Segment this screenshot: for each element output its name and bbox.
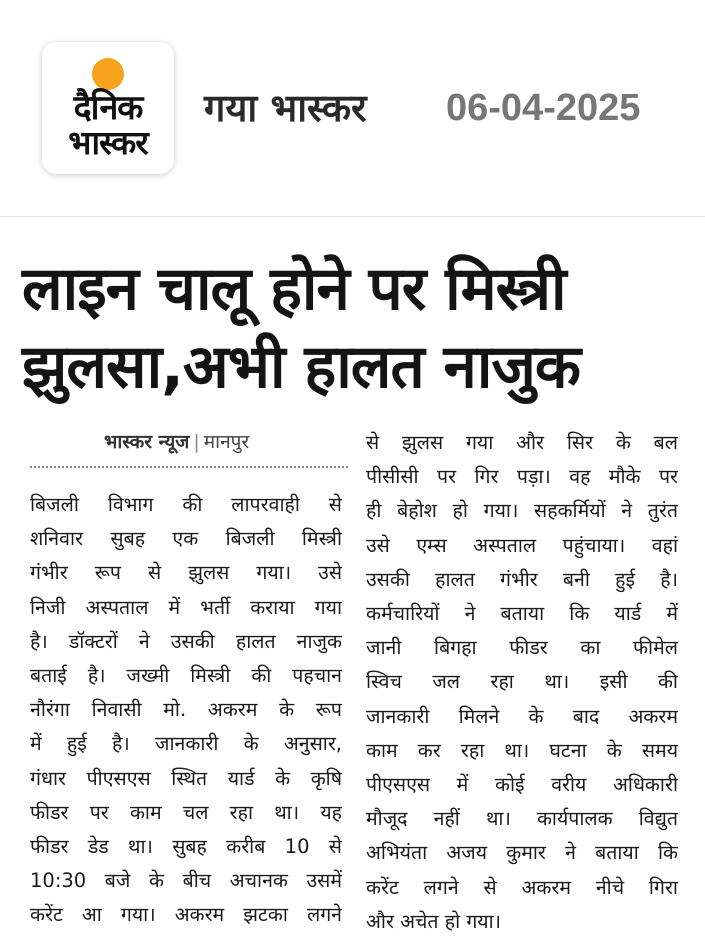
edition-date: 06-04-2025 xyxy=(446,87,641,129)
text-line: 10:30 बजे के बीच अचानक उसमें xyxy=(30,869,342,893)
text-line: बताई है। जख्मी मिस्त्री की पहचान xyxy=(30,664,342,688)
text-line: से झुलस गया और सिर के बल xyxy=(366,431,678,454)
text-line: और अचेत हो गया। xyxy=(366,909,502,933)
text-line: बिजली विभाग की लापरवाही से xyxy=(30,493,342,516)
text-line: मौजूद नहीं था। कार्यपालक विद्युत xyxy=(366,807,678,831)
text-line: में हुई है। जानकारी के अनुसार, xyxy=(30,732,342,756)
text-line: नौरंगा निवासी मो. अकरम के रूप xyxy=(30,698,342,722)
text-line: पीसीसी पर गिर पड़ा। वह मौके पर xyxy=(366,465,678,489)
article-headline xyxy=(22,250,682,406)
headline-line: झुलसा,अभी हालत नाजुक xyxy=(22,332,580,402)
text-line: उसकी हालत गंभीर बनी हुई है। xyxy=(366,567,678,591)
text-line: है। डॉक्टरों ने उसकी हालत नाजुक xyxy=(30,629,342,653)
text-line: करेंट लगने से अकरम नीचे गिरा xyxy=(366,875,678,899)
text-line: स्विच जल रहा था। इसी की xyxy=(366,670,678,694)
text-line: जानी बिगहा फीडर का फीमेल xyxy=(366,636,678,660)
byline xyxy=(104,428,249,456)
text-line: शनिवार सुबह एक बिजली मिस्त्री xyxy=(30,527,342,551)
text-line: गंभीर रूप से झुलस गया। उसे xyxy=(30,561,342,585)
page-header xyxy=(0,0,705,217)
article-column-left xyxy=(30,488,342,933)
sun-icon xyxy=(92,58,124,90)
text-line: गंधार पीएसएस स्थित यार्ड के कृषि xyxy=(30,766,342,790)
text-line: कर्मचारियों ने बताया कि यार्ड में xyxy=(366,602,678,626)
headline-line: लाइन चालू होने पर मिस्त्री xyxy=(22,254,566,324)
logo-text-dainik: दैनिक xyxy=(73,88,143,128)
text-line: जानकारी मिलने के बाद अकरम xyxy=(366,704,678,728)
dotted-divider xyxy=(30,466,348,468)
text-line: ही बेहोश हो गया। सहकर्मियों ने तुरंत xyxy=(366,499,678,523)
text-line: निजी अस्पताल में भर्ती कराया गया xyxy=(30,595,342,619)
text-line: काम कर रहा था। घटना के समय xyxy=(366,738,678,762)
edition-title: गया भास्कर xyxy=(204,86,367,130)
byline-separator: | xyxy=(193,431,200,453)
article-column-right xyxy=(366,426,678,936)
logo-text-bhaskar: भास्कर xyxy=(68,123,148,162)
text-line: फीडर डेड था। सुबह करीब 10 से xyxy=(30,835,342,859)
text-line: उसे एम्स अस्पताल पहुंचाया। वहां xyxy=(366,533,678,557)
text-line: करेंट आ गया। अकरम झटका लगने xyxy=(30,903,342,927)
byline-source: भास्कर न्यूज xyxy=(104,431,190,453)
text-line: फीडर पर काम चल रहा था। यह xyxy=(30,800,342,824)
text-line: अभियंता अजय कुमार ने बताया कि xyxy=(366,841,678,865)
text-line: पीएसएस में कोई वरीय अधिकारी xyxy=(366,773,678,797)
dainik-bhaskar-logo[interactable] xyxy=(42,42,174,174)
byline-place: मानपुर xyxy=(203,431,250,453)
